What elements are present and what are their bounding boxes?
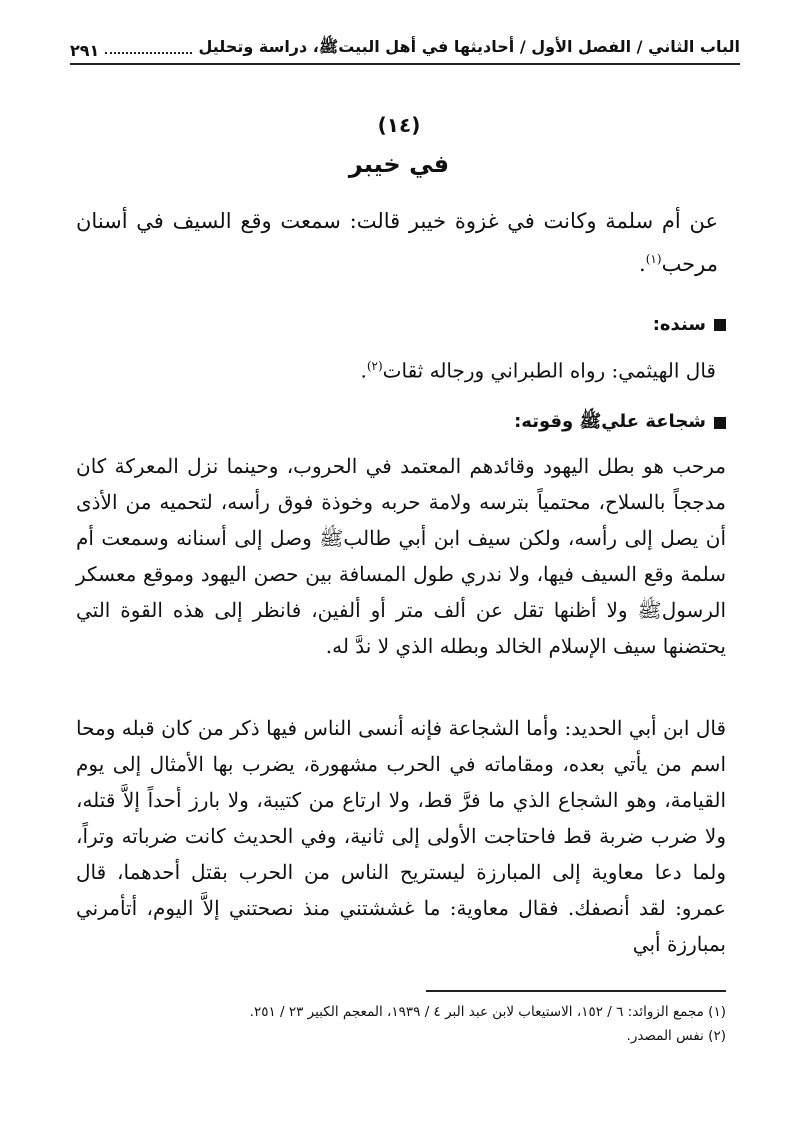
commentary-heading-label: شجاعة عليﷺ وقوته:: [514, 411, 706, 432]
hadith-body: عن أم سلمة وكانت في غزوة خيبر قالت: سمعت وقع السيف في أسنان مرحب: [76, 209, 718, 276]
hadith-text: عن أم سلمة وكانت في غزوة خيبر قالت: سمعت وقع السيف في أسنان مرحب$^{(١)}$.: [76, 209, 718, 276]
header-rule: [70, 63, 740, 65]
running-header: [70, 34, 740, 60]
commentary-paragraph-2: قال ابن أبي الحديد: وأما الشجاعة فإنه أنسى الناس فيها ذكر من كان قبله ومحا اسم من يأتي بعده، ومقاماته في الحرب مشهورة، يضرب بها الأمثال إلى يوم القيامة، وهو الشجاع الذي ما فرَّ قط، ولا ارتاع من كتيبة، ولا بارز أحداً إلاَّ قتله، ولا ضرب ضربة قط فاحتاجت الأولى إلى ثانية، وفي الحديث كانت ضرباته وتراً، ولما دعا معاوية إلى المبارزة ليستريح الناس من الحرب بقتل أحدهما، قال عمرو: لقد أنصفك. فقال معاوية: ما غششتني منذ نصحتني إلاَّ اليوم، أتأمرني بمبارزة أبي: [76, 716, 726, 956]
square-bullet-icon: [714, 417, 726, 429]
square-bullet-icon: [714, 319, 726, 331]
footnote-ref-2[interactable]: (٢): [366, 359, 383, 373]
footnotes: [76, 1000, 726, 1048]
leader-dots: [105, 52, 192, 54]
running-header-title: الباب الثاني / الفصل الأول / أحاديثها في أهل البيتﷺ، دراسة وتحليل: [198, 37, 740, 56]
page-number: ٢٩١: [70, 41, 100, 60]
sanad-text: قال الهيثمي: رواه الطبراني ورجاله ثقات$^{(٢)}$.: [360, 358, 716, 383]
footnote-ref-1[interactable]: (١): [645, 252, 662, 266]
section-title: في خيبر: [348, 150, 450, 178]
commentary-heading: [514, 410, 726, 436]
sanad-heading: [653, 314, 726, 335]
commentary-paragraph-1: مرحب هو بطل اليهود وقائدهم المعتمد في الحروب، وحينما نزل المعركة كان مدججاً بالسلاح، محتمياً بترسه ولامة حربه وخوذة فوق رأسه، لتحميه من الأذى أن يصل إلى رأسه، ولكن سيف ابن أبي طالبﷺ وصل إلى أسنانه وسمعت أم سلمة وقع السيف فيها، ولا ندري طول المسافة بين حصن اليهود وموقع معسكر الرسولﷺ ولا أظنها تقل عن ألف متر أو ألفين، فانظر إلى هذه القوة التي يحتضنها سيف الإسلام الخالد وبطله الذي لا ندَّ له.: [76, 454, 726, 658]
footnote-2: (٢) نفس المصدر.: [626, 1028, 726, 1044]
footnote-1: (١) مجمع الزوائد: ٦ / ١٥٢، الاستيعاب لابن عبد البر ٤ / ١٩٣٩، المعجم الكبير ٢٣ / ٢٥١.: [249, 1004, 726, 1020]
sanad-heading-label: سنده:: [652, 314, 706, 335]
sanad-body: قال الهيثمي: رواه الطبراني ورجاله ثقات: [382, 358, 716, 383]
hadith-number: (١٤): [377, 113, 421, 137]
footnote-rule: [426, 990, 726, 992]
